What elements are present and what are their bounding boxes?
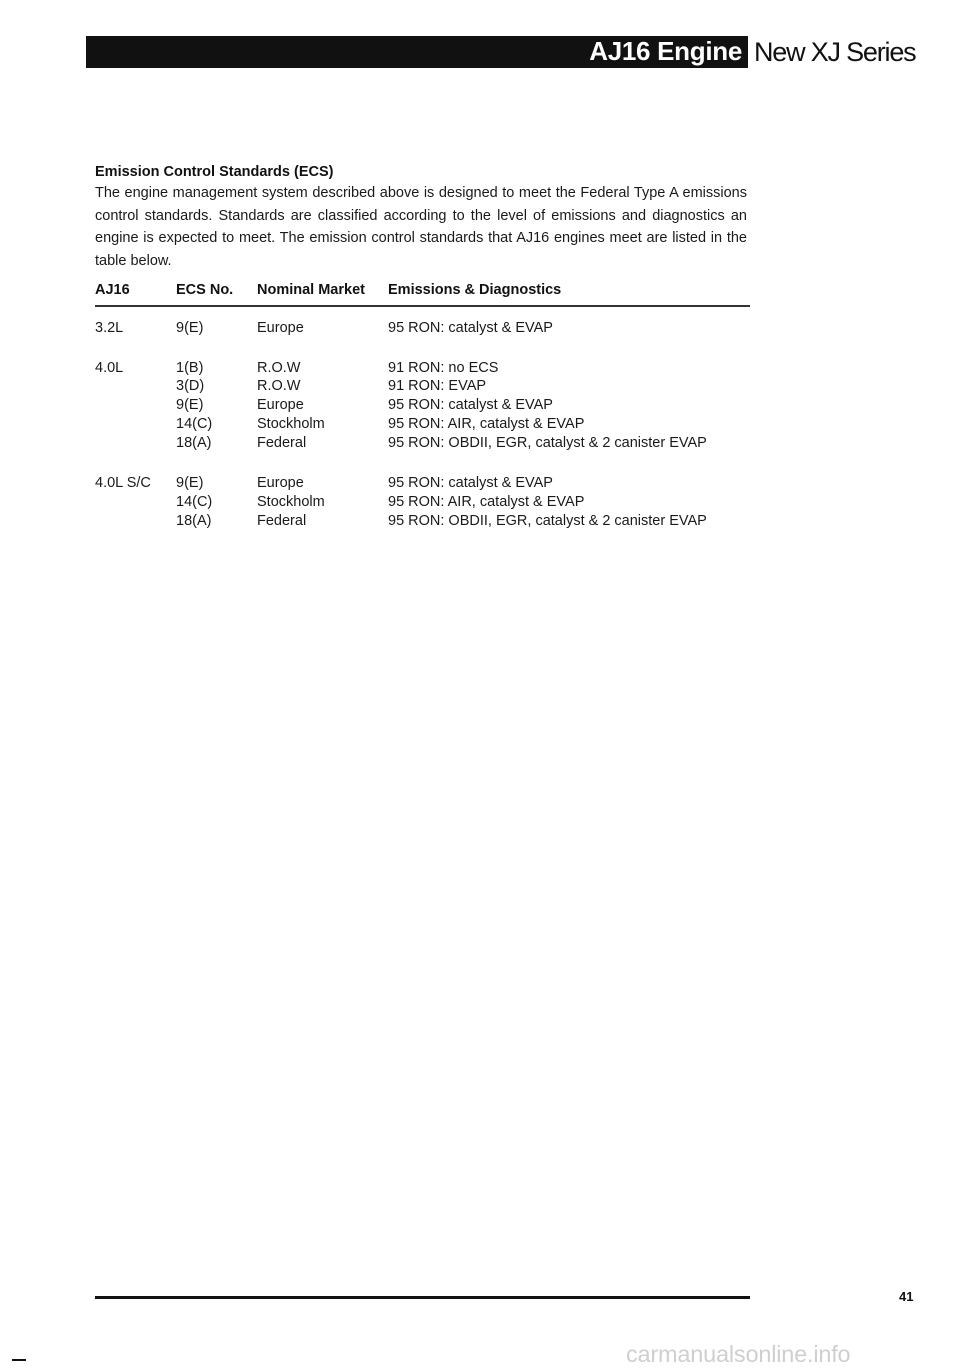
table-cell-market: R.O.W (257, 378, 301, 394)
table-cell-ecs: 1(B) (176, 360, 204, 376)
table-header-rule (95, 305, 750, 307)
table-cell-ecs: 14(C) (176, 416, 213, 432)
table-cell-engine: 4.0L (95, 360, 124, 376)
table-cell-emissions: 91 RON: no ECS (388, 360, 499, 376)
header-bar (86, 36, 748, 68)
table-cell-emissions: 95 RON: AIR, catalyst & EVAP (388, 494, 585, 510)
watermark: carmanualsonline.info (626, 1341, 851, 1367)
footer-rule (95, 1296, 750, 1299)
table-cell-market: Stockholm (257, 416, 325, 432)
table-cell-emissions: 91 RON: EVAP (388, 378, 487, 394)
table-cell-emissions: 95 RON: OBDII, EGR, catalyst & 2 canister EVAP (388, 435, 707, 451)
table-cell-ecs: 9(E) (176, 397, 204, 413)
table-cell-emissions: 95 RON: catalyst & EVAP (388, 397, 553, 413)
table-cell-ecs: 18(A) (176, 513, 212, 529)
table-cell-market: Europe (257, 397, 304, 413)
table-cell-emissions: 95 RON: AIR, catalyst & EVAP (388, 416, 585, 432)
column-header-ecs-no: ECS No. (176, 282, 234, 298)
table-cell-emissions: 95 RON: OBDII, EGR, catalyst & 2 canister EVAP (388, 513, 707, 529)
table-cell-ecs: 18(A) (176, 435, 212, 451)
table-cell-market: Stockholm (257, 494, 325, 510)
table-cell-market: Europe (257, 475, 304, 491)
table-cell-market: Europe (257, 320, 304, 336)
page-number: 41 (899, 1289, 914, 1304)
header-engine-label: AJ16 Engine (589, 36, 742, 66)
column-header-aj16: AJ16 (95, 282, 130, 298)
column-header-emissions-diagnostics: Emissions & Diagnostics (388, 282, 562, 298)
table-cell-ecs: 14(C) (176, 494, 213, 510)
column-header-nominal-market: Nominal Market (257, 282, 365, 298)
table-cell-engine: 3.2L (95, 320, 124, 336)
table-cell-market: Federal (257, 513, 307, 529)
table-cell-market: Federal (257, 435, 307, 451)
header-series-label: New XJ Series (754, 37, 916, 67)
section-title: Emission Control Standards (ECS) (95, 164, 334, 180)
table-cell-ecs: 9(E) (176, 475, 204, 491)
table-cell-ecs: 9(E) (176, 320, 204, 336)
table-cell-emissions: 95 RON: catalyst & EVAP (388, 320, 553, 336)
corner-mark (12, 1359, 26, 1361)
table-cell-market: R.O.W (257, 360, 301, 376)
table-cell-engine: 4.0L S/C (95, 475, 151, 491)
table-cell-ecs: 3(D) (176, 378, 205, 394)
table-cell-emissions: 95 RON: catalyst & EVAP (388, 475, 553, 491)
intro-paragraph: The engine management system described above is designed to meet the Federal Type A emissions control standards. Standards are classified according to the level of emissions and diagnostics an engine is expected to meet. The emission control standards that AJ16 engines meet are listed in the table below. (95, 185, 747, 269)
